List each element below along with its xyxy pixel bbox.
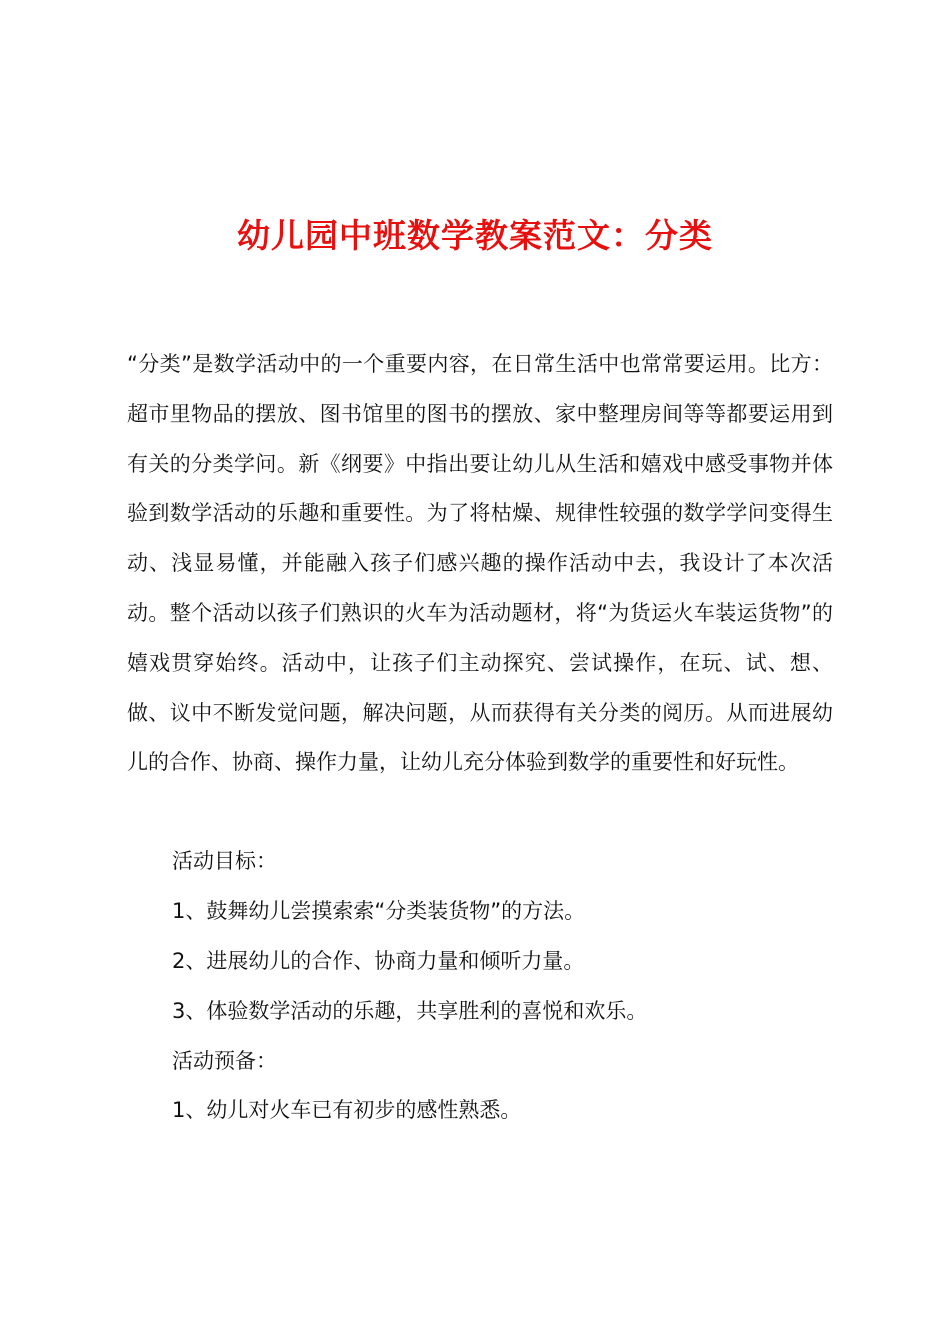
goal-item-2: 2、进展幼儿的合作、协商力量和倾听力量。 (172, 949, 585, 973)
goal-item-1: 1、鼓舞幼儿尝摸索索“分类装货物”的方法。 (172, 899, 586, 923)
goal-item-3: 3、体验数学活动的乐趣，共享胜利的喜悦和欢乐。 (172, 999, 648, 1023)
prep-heading: 活动预备： (172, 1049, 277, 1073)
goals-heading: 活动目标： (172, 849, 277, 873)
intro-paragraph: “分类”是数学活动中的一个重要内容，在日常生活中也常常要运用。比方：超市里物品的摆放、图书馆里的图书的摆放、家中整理房间等等都要运用到有关的分类学问。新《纲要》中指出要让幼儿从生活和嬉戏中感受事物并体验到数学活动的乐趣和重要性。为了将枯燥、规律性较强的数学学问变得生动、浅显易懂，并能融入孩子们感兴趣的操作活动中去，我设计了本次活动。整个活动以孩子们熟识的火车为活动题材，将“为货运火车装运货物”的嬉戏贯穿始终。活动中，让孩子们主动探究、尝试操作，在玩、试、想、做、议中不断发觉问题，解决问题，从而获得有关分类的阅历。从而进展幼儿的合作、协商、操作力量，让幼儿充分体验到数学的重要性和好玩性。 (127, 352, 833, 775)
document-title: 幼儿园中班数学教案范文：分类 (237, 216, 713, 255)
prep-item-1: 1、幼儿对火车已有初步的感性熟悉。 (172, 1098, 522, 1122)
